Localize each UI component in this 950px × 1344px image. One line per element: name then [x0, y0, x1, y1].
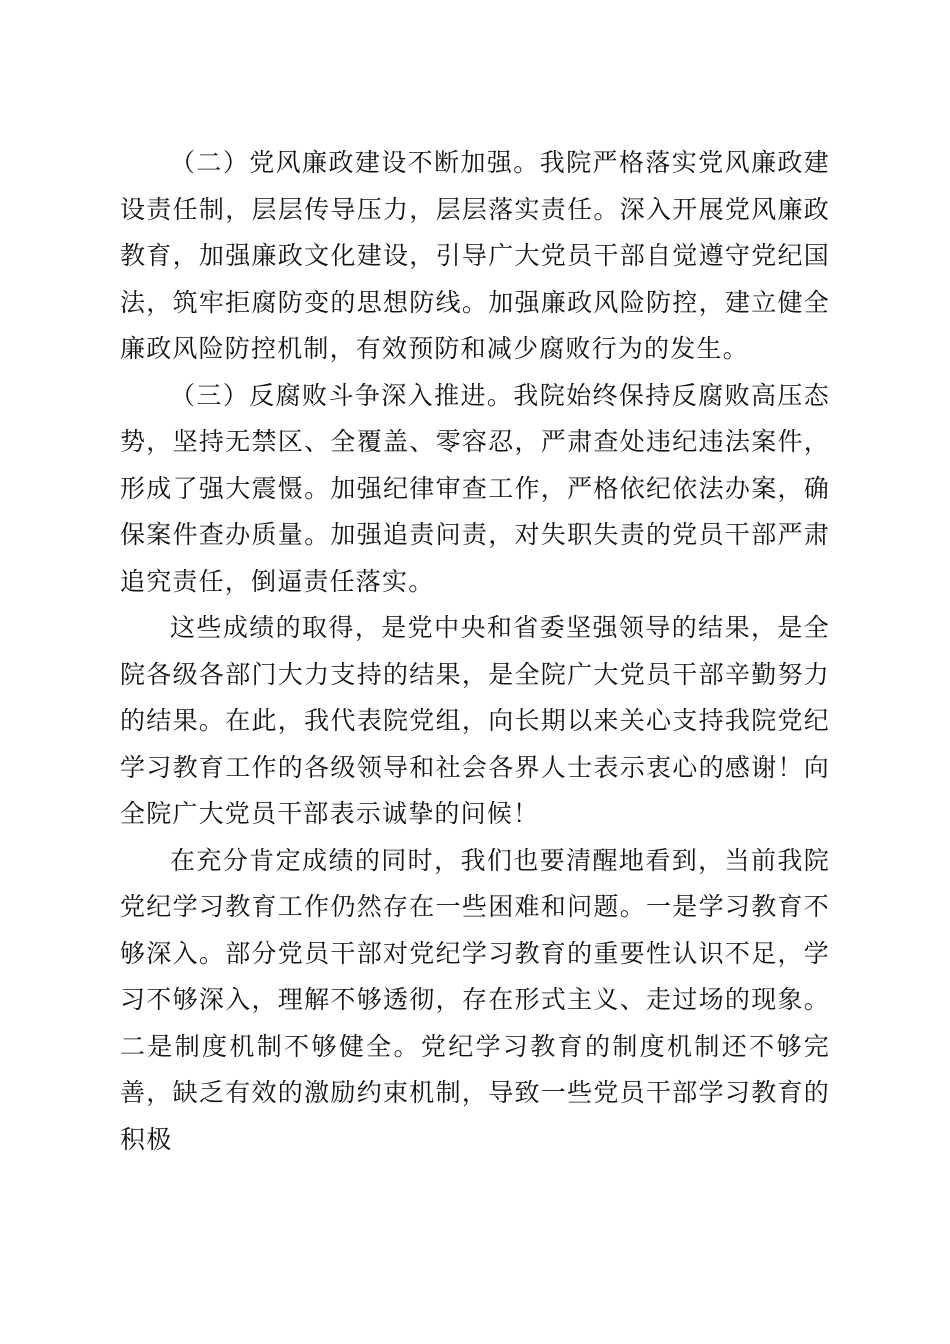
paragraph-anti-corruption: （三）反腐败斗争深入推进。我院始终保持反腐败高压态势，坚持无禁区、全覆盖、零容忍，严肃查处违纪违法案件，形成了强大震慑。加强纪律审查工作，严格依纪依法办案，确保案件查办质量。加强追责问责，对失职失责的党员干部严肃追究责任，倒逼责任落实。 — [120, 380, 830, 596]
document-body — [120, 140, 830, 1163]
paragraph-problems: 在充分肯定成绩的同时，我们也要清醒地看到，当前我院党纪学习教育工作仍然存在一些困难和问题。一是学习教育不够深入。部分党员干部对党纪学习教育的重要性认识不足，学习不够深入，理解不够透彻，存在形式主义、走过场的现象。二是制度机制不够健全。党纪学习教育的制度机制还不够完善，缺乏有效的激励约束机制，导致一些党员干部学习教育的积极 — [120, 845, 830, 1154]
paragraph-party-conduct: （二）党风廉政建设不断加强。我院严格落实党风廉政建设责任制，层层传导压力，层层落实责任。深入开展党风廉政教育，加强廉政文化建设，引导广大党员干部自觉遵守党纪国法，筑牢拒腐防变的思想防线。加强廉政风险防控，建立健全廉政风险防控机制，有效预防和减少腐败行为的发生。 — [120, 148, 830, 363]
paragraph-achievements-thanks: 这些成绩的取得，是党中央和省委坚强领导的结果，是全院各级各部门大力支持的结果，是全院广大党员干部辛勤努力的结果。在此，我代表院党组，向长期以来关心支持我院党纪学习教育工作的各级领导和社会各界人士表示衷心的感谢！向全院广大党员干部表示诚挚的问候！ — [120, 613, 830, 828]
